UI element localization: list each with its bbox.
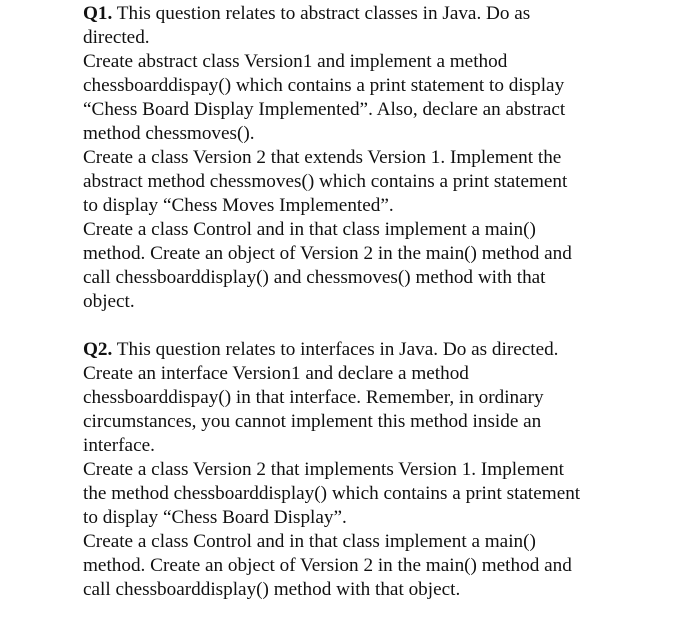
question-1-number: Q1.	[83, 3, 113, 24]
question-1-line-13: object.	[83, 291, 135, 312]
question-1-line-4: chessboarddispay() which contains a print statement to display	[83, 75, 565, 96]
question-2-line-3: chessboarddispay() in that interface. Remember, in ordinary	[83, 387, 544, 408]
question-2-line-11: call chessboarddisplay() method with that object.	[83, 579, 461, 600]
question-1-line-7: Create a class Version 2 that extends Version 1. Implement the	[83, 147, 562, 168]
question-spacer	[83, 314, 683, 338]
question-1-line-8: abstract method chessmoves() which contains a print statement	[83, 171, 568, 192]
document-body	[83, 2, 683, 602]
question-2-line-6: Create a class Version 2 that implements Version 1. Implement	[83, 459, 565, 480]
question-2-line-4: circumstances, you cannot implement this method inside an	[83, 411, 542, 432]
question-1-line-12: call chessboarddisplay() and chessmoves() method with that	[83, 267, 546, 288]
question-2-line-10: method. Create an object of Version 2 in the main() method and	[83, 555, 572, 576]
question-1-line-3: Create abstract class Version1 and implement a method	[83, 51, 508, 72]
question-1	[83, 2, 683, 314]
question-2-line-5: interface.	[83, 435, 155, 456]
question-1-line-10: Create a class Control and in that class implement a main()	[83, 219, 536, 240]
question-1-line-9: to display “Chess Moves Implemented”.	[83, 195, 394, 216]
question-1-line-5: “Chess Board Display Implemented”. Also, declare an abstract	[83, 99, 566, 120]
question-1-line-1: Q1. This question relates to abstract classes in Java. Do as	[83, 3, 531, 24]
question-2-line-1: Q2. This question relates to interfaces in Java. Do as directed.	[83, 339, 559, 360]
question-2-line-7: the method chessboarddisplay() which contains a print statement	[83, 483, 581, 504]
question-2-number: Q2.	[83, 339, 113, 360]
question-2-line-2: Create an interface Version1 and declare a method	[83, 363, 469, 384]
question-1-line-11: method. Create an object of Version 2 in the main() method and	[83, 243, 572, 264]
question-1-line-2: directed.	[83, 27, 150, 48]
question-2-line-8: to display “Chess Board Display”.	[83, 507, 347, 528]
question-2-line-9: Create a class Control and in that class implement a main()	[83, 531, 536, 552]
question-2	[83, 338, 683, 602]
question-1-line-6: method chessmoves().	[83, 123, 255, 144]
